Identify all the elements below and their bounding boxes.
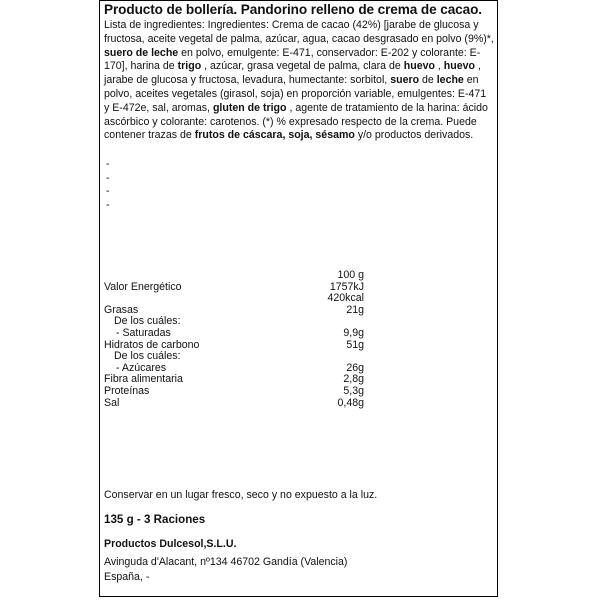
dash-list [106,158,110,212]
ingredient-text: , agente de tratamiento de la harina: ácido ascórbico y colorante: carotenos. (*) % expresado respecto de la crema. Puede contener trazas de [104,101,488,142]
allergen-text: leche [436,74,464,87]
nutrient-value: 26g [346,361,364,374]
nutrient-value: 420kcal [327,292,364,305]
ingredients-list [104,19,494,143]
nutrient-value: 9,9g [343,326,364,339]
ingredient-text: de [419,74,437,87]
nutrition-row [104,282,364,294]
nutrition-row [104,398,364,410]
ingredient-text: en polvo, aceites vegetales (girasol, soja) en proporción variable, emulgentes: E-471 y E-472e, sal, aromas, [104,74,487,114]
nutrient-label: Fibra alimentaria [104,373,183,386]
nutrient-value [316,351,364,363]
nutrient-value: 0,48g [337,396,364,409]
dash-item: - [106,198,110,211]
nutrition-row [104,351,364,363]
ingredient-text: en polvo, emulgente: E-471, conservador: E-202 y colorante: E-170], harina de [104,46,481,73]
nutrient-value: 100 g [337,269,364,281]
nutrition-row [104,270,364,282]
allergen-text: frutos de cáscara, soja, sésamo [194,129,355,142]
nutrient-label [104,270,316,282]
nutrient-label: Valor Energético [104,280,182,293]
product-title: Producto de bollería. Pandorino relleno de crema de cacao. [104,2,482,17]
nutrient-value: 2,8g [343,373,364,386]
package-size: 135 g - 3 Raciones [104,513,206,526]
allergen-text: huevo [443,60,475,73]
ingredient-text: , [434,60,444,73]
nutrition-row [104,293,364,305]
nutrient-label: De los cuáles: [114,315,181,328]
nutrient-value: 51g [346,338,364,351]
address-line: España, - [104,571,150,583]
dash-item: - [106,158,110,170]
ingredient-text: , azúcar, grasa vegetal de palma, clara de [201,60,404,73]
dash-item: - [106,171,110,184]
nutrition-row [104,328,364,340]
nutrient-label: Sal [104,396,120,409]
nutrient-label: Grasas [104,303,139,316]
nutrient-label: - Saturadas [116,326,171,339]
nutrient-value: 5,3g [343,384,364,397]
allergen-text: suero [390,74,420,87]
allergen-text: gluten de trigo [212,101,287,114]
ingredient-text: , jarabe de glucosa y fructosa, levadura, humectante: sorbitol, [104,60,481,87]
nutrient-label: Hidratos de carbono [104,338,200,351]
address-line: Avinguda d'Alacant, nº134 46702 Gandía (Valencia) [104,556,348,568]
nutrition-table [104,270,364,409]
nutrient-label: De los cuáles: [114,350,181,363]
dash-item: - [106,185,110,198]
allergen-text: trigo [177,60,202,73]
nutrient-label: - Azúcares [116,361,167,374]
nutrient-label: Proteínas [104,384,150,397]
company-name: Productos Dulcesol,S.L.U. [104,538,237,550]
ingredient-text: Lista de ingredientes: Ingredientes: Crema de cacao (42%) [jarabe de glucosa y fructosa, aceite vegetal de palma, azúcar, agua, cacao desgrasado en polvo (9%)*, [104,19,494,45]
company-address [104,555,347,585]
allergen-text: huevo [403,60,435,73]
nutrient-value: 1757kJ [329,280,364,293]
nutrition-row [104,386,364,398]
ingredient-text: y/o productos derivados. [354,129,474,142]
allergen-text: suero de leche [104,46,179,59]
nutrient-value: 21g [346,303,364,316]
storage-instructions: Conservar en un lugar fresco, seco y no expuesto a la luz. [104,489,378,501]
